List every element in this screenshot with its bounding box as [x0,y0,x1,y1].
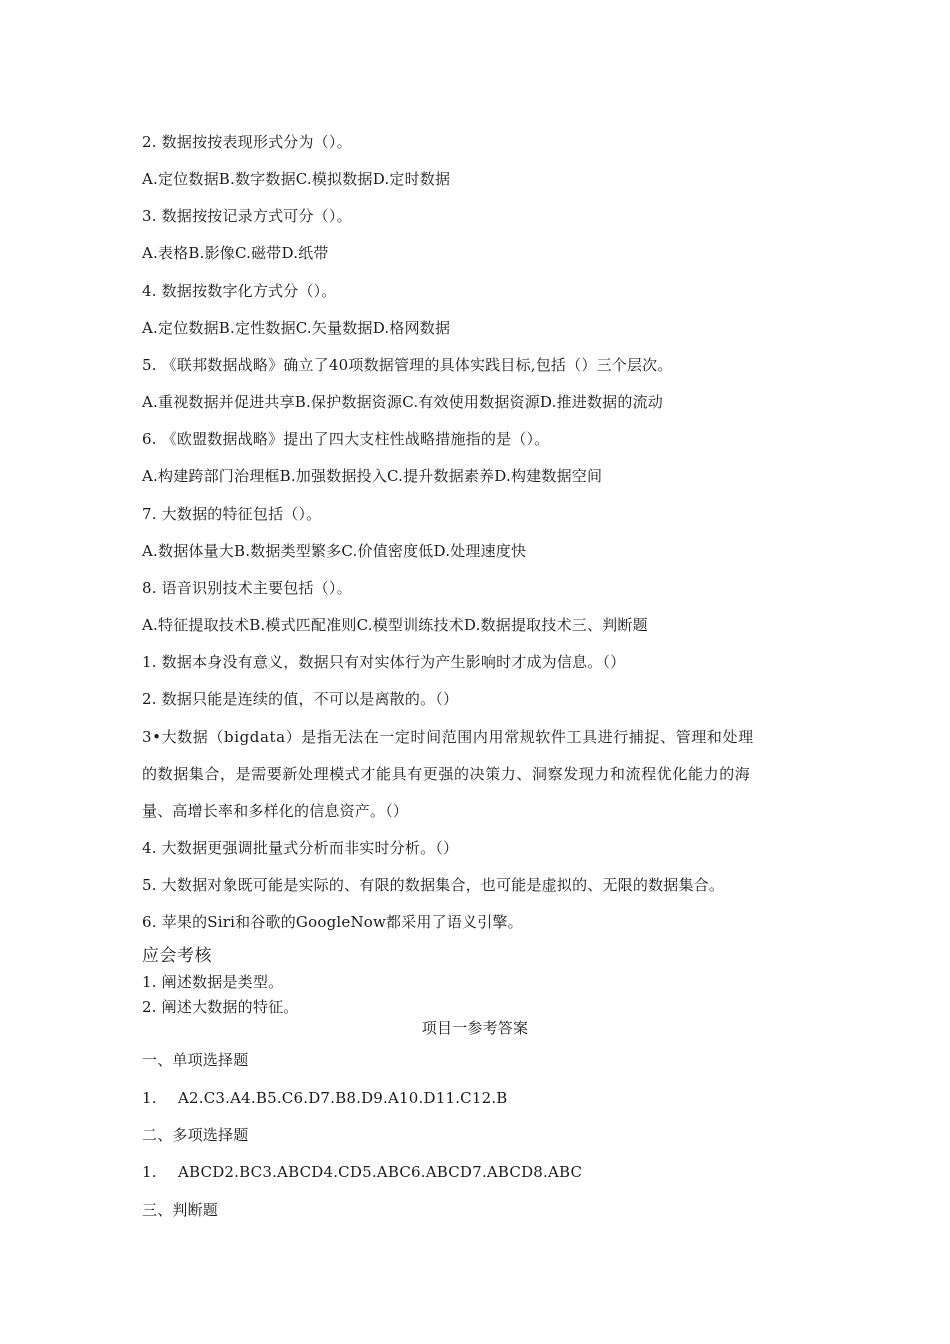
single-choice-heading: 一、单项选择题 [142,1051,249,1069]
multi-answer-text: ABCD2.BC3.ABCD4.CD5.ABC6.ABCD7.ABCD8.ABC [178,1163,583,1181]
judgment-3-line-2: 的数据集合，是需要新处理模式才能具有更强的决策力、洞察发现力和流程优化能力的海 [142,765,751,783]
question-2-stem: 2. 数据按按表现形式分为（）。 [142,133,352,151]
answers-title: 项目一参考答案 [421,1019,529,1037]
judgment-1: 1. 数据本身没有意义，数据只有对实体行为产生影响时才成为信息。（） [142,653,626,671]
question-7-options: A.数据体量大B.数据类型繁多C.价值密度低D.处理速度快 [142,542,527,560]
multi-choice-heading: 二、多项选择题 [142,1126,249,1144]
judgment-heading: 三、判断题 [142,1201,219,1219]
review-heading: 应会考核 [142,946,212,966]
question-4-stem: 4. 数据按数字化方式分（）。 [142,282,337,300]
question-2-options: A.定位数据B.数字数据C.模拟数据D.定时数据 [142,170,451,188]
judgment-3-line-3: 量、高增长率和多样化的信息资产。（） [142,802,409,820]
single-answer-text: A2.C3.A4.B5.C6.D7.B8.D9.A10.D11.C12.B [178,1089,508,1107]
review-item-1: 1. 阐述数据是类型。 [142,973,284,991]
multi-choice-answers [142,1162,582,1182]
judgment-5: 5. 大数据对象既可能是实际的、有限的数据集合，也可能是虚拟的、无限的数据集合。 [142,876,725,894]
question-5-options: A.重视数据并促进共享B.保护数据资源C.有效使用数据资源D.推进数据的流动 [142,393,663,411]
question-6-options: A.构建跨部门治理框B.加强数据投入C.提升数据素养D.构建数据空间 [142,467,603,485]
judgment-6: 6. 苹果的Siri和谷歌的GoogleNow都采用了语义引擎。 [142,913,523,931]
review-item-2: 2. 阐述大数据的特征。 [142,998,299,1016]
judgment-2: 2. 数据只能是连续的值，不可以是离散的。（） [142,690,459,708]
judgment-3-line-1: 3•大数据（bigdata）是指无法在一定时间范围内用常规软件工具进行捕捉、管理和处理 [142,728,754,746]
question-3-options: A.表格B.影像C.磁带D.纸带 [142,244,329,262]
single-answer-number: 1. [142,1089,157,1107]
multi-answer-number: 1. [142,1163,157,1181]
question-8-options: A.特征提取技术B.模式匹配准则C.模型训练技术D.数据提取技术三、判断题 [142,616,648,634]
question-3-stem: 3. 数据按按记录方式可分（）。 [142,207,352,225]
question-8-stem: 8. 语音识别技术主要包括（）。 [142,579,352,597]
judgment-4: 4. 大数据更强调批量式分析而非实时分析。（） [142,839,459,857]
question-6-stem: 6. 《欧盟数据战略》提出了四大支柱性战略措施指的是（）。 [142,430,550,448]
question-7-stem: 7. 大数据的特征包括（）。 [142,505,322,523]
single-choice-answers [142,1088,508,1108]
question-4-options: A.定位数据B.定性数据C.矢量数据D.格网数据 [142,319,451,337]
question-5-stem: 5. 《联邦数据战略》确立了40项数据管理的具体实践目标,包括（）三个层次。 [142,356,673,374]
